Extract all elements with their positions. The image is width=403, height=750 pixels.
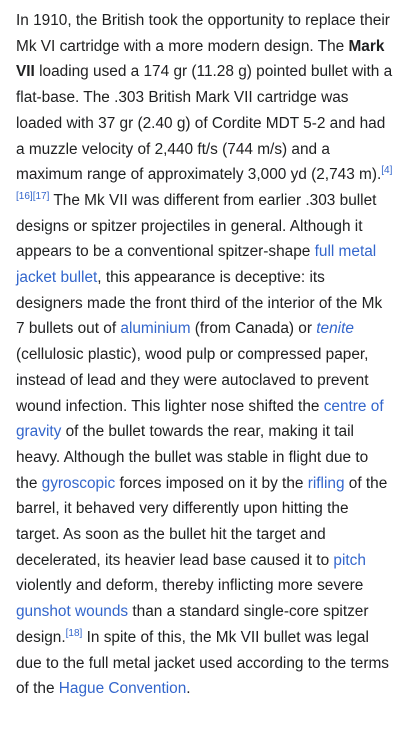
paragraph-text: than a standard single-core spitzer design. <box>16 603 369 646</box>
paragraph-text: (cellulosic plastic), wood pulp or compressed paper, instead of lead and they were autoclaved to prevent wound infection. This lighter nose shifted the <box>16 346 369 415</box>
paragraph-text: The Mk VII was different from earlier .303 bullet designs or spitzer projectiles in general. Although it appears to be a conventional spitzer-shape <box>16 191 377 261</box>
link-aluminium[interactable]: aluminium <box>120 320 191 338</box>
citation-link-18[interactable]: [18] <box>65 627 83 639</box>
link-pitch[interactable]: pitch <box>333 551 366 569</box>
paragraph-text: In spite of this, the Mk VII bullet was legal due to the full metal jacket used according to the terms of the <box>16 628 389 698</box>
paragraph-text: forces imposed on it by the <box>115 474 308 492</box>
citation-18 <box>66 628 83 639</box>
paragraph-text: of the bullet towards the rear, making it tail heavy. Although the bullet was stable in flight due to the <box>16 423 369 492</box>
link-centre-of-gravity[interactable]: centre of gravity <box>16 397 384 441</box>
citation-link-16[interactable]: [16] <box>16 190 33 202</box>
link-full-metal-jacket-bullet[interactable]: full metal jacket bullet <box>16 243 377 287</box>
paragraph-text: loading used a 174 gr (11.28 g) pointed bullet with a flat-base. The .303 British Mark VII cartridge was loaded with 37 gr (2.40 g) of Cordite MDT 5-2 and had a muzzle velocity of 2,440 ft/s (744 m/s) and a maximum range of approximately 3,000 yd (2,743 m). <box>16 63 393 184</box>
citation-4 <box>381 165 392 176</box>
paragraph-text: violently and deform, thereby inflicting more severe <box>16 577 364 595</box>
link-gyroscopic[interactable]: gyroscopic <box>41 474 116 492</box>
tenite-italic-text: tenite <box>316 320 354 338</box>
paragraph-text: of the barrel, it behaved very differently upon hitting the target. As soon as the bullet hit the target and decelerated, its heavier lead base caused it to <box>16 474 388 569</box>
citation-17 <box>33 191 50 202</box>
link-hague-convention[interactable]: Hague Convention <box>58 680 187 698</box>
citation-16 <box>16 191 33 202</box>
paragraph-text: , this appearance is deceptive: its designers made the front third of the interior of the Mk 7 bullets out of <box>16 269 383 338</box>
citation-link-17[interactable]: [17] <box>32 190 50 202</box>
paragraph-text: (from Canada) or <box>190 320 317 338</box>
article-paragraph <box>16 8 393 702</box>
link-tenite[interactable] <box>316 320 354 337</box>
link-gunshot-wounds[interactable]: gunshot wounds <box>16 603 129 621</box>
paragraph-text: In 1910, the British took the opportunity to replace their Mk VI cartridge with a more modern design. The <box>16 12 390 55</box>
paragraph-text: . <box>186 680 191 698</box>
link-rifling[interactable]: rifling <box>307 474 345 492</box>
citation-link-4[interactable]: [4] <box>381 165 393 177</box>
bold-term-mark-vii: Mark VII <box>16 37 385 81</box>
